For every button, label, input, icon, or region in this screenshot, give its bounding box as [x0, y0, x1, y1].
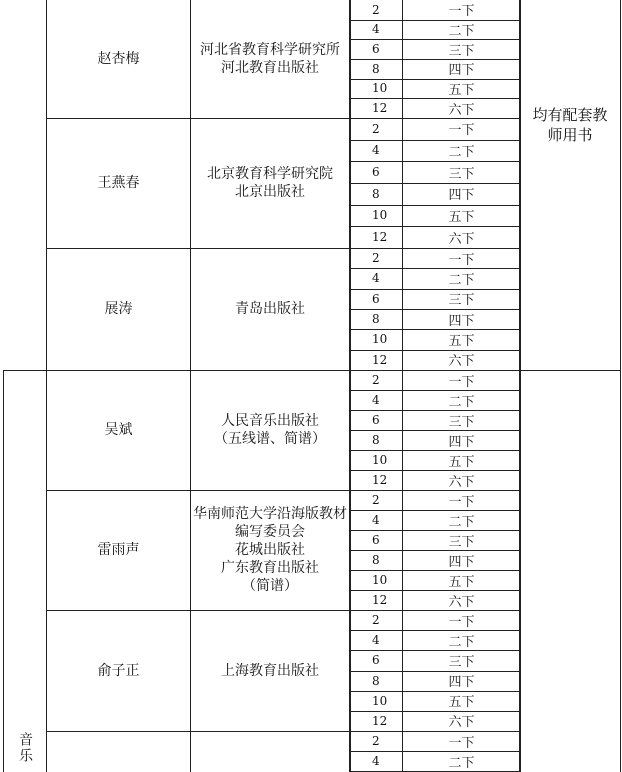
volume-number: 8: [372, 186, 380, 201]
volume-number: 6: [372, 653, 380, 668]
grade-label: 五下: [448, 209, 475, 225]
editor-name: 俞子正: [97, 662, 140, 679]
publisher-line: 河北省教育科学研究所: [200, 42, 340, 58]
volume-number: 10: [372, 573, 388, 587]
publisher-cell: [191, 0, 349, 118]
publisher-cell: [191, 118, 349, 248]
editor-name: 吴斌: [104, 422, 133, 438]
volume-number: 8: [372, 553, 380, 567]
publisher-line: 北京出版社: [235, 184, 305, 200]
grade-label: 三下: [448, 166, 475, 182]
grade-label: 二下: [448, 23, 475, 39]
volume-number: 10: [372, 81, 388, 96]
table-border-left: [3, 370, 4, 772]
grade-label: 一下: [448, 4, 475, 20]
grade-label: 五下: [448, 333, 475, 349]
volume-number: 6: [372, 291, 380, 306]
volume-number: 2: [372, 613, 380, 628]
volume-number: 2: [372, 251, 380, 266]
editor-name: 雷雨声: [97, 542, 140, 558]
volume-number: 8: [372, 61, 380, 76]
grade-label: 五下: [448, 695, 475, 711]
volume-number: 8: [372, 673, 380, 688]
table-border-right: [620, 0, 621, 772]
volume-number: 4: [372, 513, 380, 527]
volume-number: 12: [372, 352, 388, 367]
grade-label: 五下: [448, 454, 475, 470]
volume-number: 12: [372, 473, 388, 487]
publisher-line: 北京教育科学研究院: [207, 166, 333, 182]
editor-name: 展涛: [104, 301, 133, 317]
grade-label: 一下: [448, 494, 475, 510]
volume-number: 12: [372, 593, 388, 607]
subject-label: 音乐: [17, 732, 33, 764]
volume-number: 12: [372, 230, 388, 245]
volume-number: 12: [372, 713, 388, 728]
publisher-line: （简谱）: [242, 578, 298, 594]
volume-number: 2: [372, 373, 380, 387]
publisher-line: 上海教育出版社: [221, 662, 319, 679]
volume-number: 6: [372, 42, 380, 57]
volume-number: 4: [372, 393, 380, 407]
volume-number: 10: [372, 453, 388, 467]
volume-number: 2: [372, 493, 380, 507]
volume-number: 4: [372, 22, 380, 37]
grade-label: 二下: [448, 514, 475, 530]
grade-label: 六下: [448, 474, 475, 490]
volume-number: 6: [372, 533, 380, 547]
volume-number: 4: [372, 754, 380, 768]
publisher-line: 华南师范大学沿海版教材: [193, 506, 347, 522]
publisher-cell: [191, 490, 349, 610]
publisher-line: 青岛出版社: [235, 301, 305, 317]
grade-label: 四下: [448, 675, 475, 691]
grade-label: 二下: [448, 272, 475, 288]
grade-label: 一下: [448, 735, 475, 751]
volume-number: 4: [372, 633, 380, 648]
volume-number: 2: [372, 2, 380, 17]
publisher-line: 人民音乐出版社: [221, 413, 319, 429]
grade-label: 六下: [448, 102, 475, 118]
volume-number: 2: [372, 734, 380, 748]
grade-label: 四下: [448, 313, 475, 329]
publisher-line: 编写委员会: [235, 524, 305, 540]
teacher-book-note: 均有配套教师用书: [532, 106, 608, 144]
grade-label: 五下: [448, 82, 475, 98]
publisher-line: 广东教育出版社: [221, 560, 319, 576]
grade-label: 六下: [448, 715, 475, 731]
editor-name: 赵杏梅: [97, 51, 140, 67]
grade-label: 五下: [448, 574, 475, 590]
publisher-cell: [191, 610, 349, 731]
grade-label: 六下: [448, 231, 475, 247]
volume-number: 4: [372, 143, 380, 158]
grade-label: 一下: [448, 252, 475, 268]
grade-label: 三下: [448, 293, 475, 309]
grade-label: 四下: [448, 188, 475, 204]
grade-label: 一下: [448, 614, 475, 630]
grade-label: 四下: [448, 434, 475, 450]
volume-number: 12: [372, 101, 388, 116]
volume-number: 10: [372, 208, 388, 223]
volume-number: 10: [372, 693, 388, 708]
grade-label: 三下: [448, 654, 475, 670]
volume-number: 8: [372, 312, 380, 327]
grade-label: 六下: [448, 594, 475, 610]
grade-label: 三下: [448, 43, 475, 59]
volume-number: 6: [372, 413, 380, 427]
grade-label: 三下: [448, 534, 475, 550]
publisher-cell: [191, 248, 349, 370]
volume-number: 4: [372, 271, 380, 286]
publisher-line: 河北教育出版社: [221, 60, 319, 76]
grade-label: 二下: [448, 144, 475, 160]
volume-number: 6: [372, 165, 380, 180]
editor-name: 王燕春: [97, 175, 140, 191]
grade-label: 二下: [448, 755, 475, 771]
grade-label: 三下: [448, 414, 475, 430]
grade-label: 四下: [448, 554, 475, 570]
grade-label: 二下: [448, 394, 475, 410]
column-divider: [349, 0, 351, 772]
volume-number: 8: [372, 433, 380, 447]
publisher-line: （五线谱、简谱）: [214, 431, 326, 447]
grade-label: 二下: [448, 634, 475, 650]
publisher-line: 花城出版社: [235, 542, 305, 558]
publisher-cell: [191, 370, 349, 490]
grade-label: 一下: [448, 123, 475, 139]
grade-label: 一下: [448, 374, 475, 390]
grade-label: 六下: [448, 354, 475, 370]
volume-number: 2: [372, 121, 380, 136]
grade-label: 四下: [448, 63, 475, 79]
volume-number: 10: [372, 332, 388, 347]
